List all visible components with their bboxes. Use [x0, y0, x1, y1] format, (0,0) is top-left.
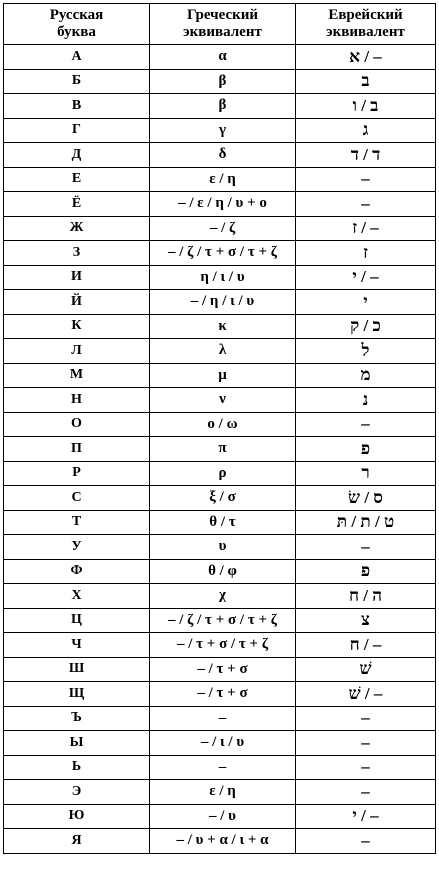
greek-equivalent-cell: – / ζ: [150, 216, 296, 241]
greek-equivalent-cell: υ: [150, 535, 296, 560]
hebrew-equivalent-cell: – / שׁ: [296, 682, 436, 707]
hebrew-equivalent-cell: ס / שׂ: [296, 486, 436, 511]
hebrew-equivalent-cell: מ: [296, 363, 436, 388]
greek-equivalent-cell: –: [150, 755, 296, 780]
table-row: [4, 69, 436, 94]
greek-equivalent-cell: – / ζ / τ + σ / τ + ζ: [150, 241, 296, 266]
hebrew-equivalent-cell: – / ז: [296, 216, 436, 241]
table-row: [4, 461, 436, 486]
hebrew-equivalent-cell: ב: [296, 69, 436, 94]
hebrew-equivalent-cell: –: [296, 755, 436, 780]
table-row: [4, 339, 436, 364]
russian-letter-cell: И: [4, 265, 150, 290]
greek-equivalent-cell: γ: [150, 118, 296, 143]
hebrew-equivalent-cell: ר: [296, 461, 436, 486]
table-row: [4, 167, 436, 192]
table-row: [4, 584, 436, 609]
header-russian-letter: [4, 4, 150, 45]
russian-letter-cell: М: [4, 363, 150, 388]
greek-equivalent-cell: ν: [150, 388, 296, 413]
russian-letter-cell: Ц: [4, 608, 150, 633]
greek-equivalent-cell: ε / η: [150, 167, 296, 192]
russian-letter-cell: Т: [4, 510, 150, 535]
table-row: [4, 192, 436, 217]
hebrew-equivalent-cell: – / א: [296, 45, 436, 70]
greek-equivalent-cell: ξ / σ: [150, 486, 296, 511]
russian-letter-cell: Й: [4, 290, 150, 315]
russian-letter-cell: Г: [4, 118, 150, 143]
russian-letter-cell: В: [4, 94, 150, 119]
hebrew-equivalent-cell: –: [296, 780, 436, 805]
greek-equivalent-cell: β: [150, 69, 296, 94]
hebrew-equivalent-cell: – / ח: [296, 633, 436, 658]
table-row: [4, 510, 436, 535]
russian-letter-cell: Ы: [4, 731, 150, 756]
russian-letter-cell: Ё: [4, 192, 150, 217]
table-row: [4, 682, 436, 707]
russian-letter-cell: Щ: [4, 682, 150, 707]
table-row: [4, 780, 436, 805]
header-russian-line-2: буква: [57, 24, 96, 40]
russian-letter-cell: Ь: [4, 755, 150, 780]
greek-equivalent-cell: δ: [150, 143, 296, 168]
header-greek-equivalent: [150, 4, 296, 45]
table-row: [4, 94, 436, 119]
russian-letter-cell: Ъ: [4, 706, 150, 731]
hebrew-equivalent-cell: –: [296, 829, 436, 854]
header-hebrew-line-1: Еврейский: [328, 7, 403, 23]
greek-equivalent-cell: μ: [150, 363, 296, 388]
table-row: [4, 559, 436, 584]
hebrew-equivalent-cell: –: [296, 192, 436, 217]
greek-equivalent-cell: λ: [150, 339, 296, 364]
greek-equivalent-cell: π: [150, 437, 296, 462]
table-row: [4, 143, 436, 168]
table-row: [4, 657, 436, 682]
greek-equivalent-cell: – / ι / υ: [150, 731, 296, 756]
table-row: [4, 118, 436, 143]
hebrew-equivalent-cell: –: [296, 412, 436, 437]
table-row: [4, 314, 436, 339]
hebrew-equivalent-cell: פ: [296, 559, 436, 584]
letter-equivalents-table: [3, 3, 436, 854]
table-row: [4, 265, 436, 290]
header-hebrew-equivalent: [296, 4, 436, 45]
table-body: [4, 45, 436, 854]
russian-letter-cell: А: [4, 45, 150, 70]
header-greek-line-1: Греческий: [186, 7, 259, 23]
hebrew-equivalent-cell: – / י: [296, 265, 436, 290]
greek-equivalent-cell: ρ: [150, 461, 296, 486]
hebrew-equivalent-cell: ב / ו: [296, 94, 436, 119]
hebrew-equivalent-cell: צ: [296, 608, 436, 633]
hebrew-equivalent-cell: –: [296, 706, 436, 731]
hebrew-equivalent-cell: –: [296, 535, 436, 560]
table-row: [4, 412, 436, 437]
russian-letter-cell: Ф: [4, 559, 150, 584]
table-header: [4, 4, 436, 45]
russian-letter-cell: Ю: [4, 804, 150, 829]
russian-letter-cell: Ж: [4, 216, 150, 241]
table-row: [4, 804, 436, 829]
greek-equivalent-cell: – / τ + σ: [150, 657, 296, 682]
russian-letter-cell: Ч: [4, 633, 150, 658]
table-row: [4, 388, 436, 413]
table-row: [4, 45, 436, 70]
hebrew-equivalent-cell: כ / ק: [296, 314, 436, 339]
greek-equivalent-cell: α: [150, 45, 296, 70]
russian-letter-cell: З: [4, 241, 150, 266]
russian-letter-cell: Э: [4, 780, 150, 805]
hebrew-equivalent-cell: – / י: [296, 804, 436, 829]
russian-letter-cell: Х: [4, 584, 150, 609]
russian-letter-cell: Р: [4, 461, 150, 486]
russian-letter-cell: Д: [4, 143, 150, 168]
russian-letter-cell: С: [4, 486, 150, 511]
table-row: [4, 216, 436, 241]
hebrew-equivalent-cell: ט / ת / תּ: [296, 510, 436, 535]
russian-letter-cell: Ш: [4, 657, 150, 682]
header-row: [4, 4, 436, 45]
table-row: [4, 535, 436, 560]
table-row: [4, 731, 436, 756]
greek-equivalent-cell: χ: [150, 584, 296, 609]
russian-letter-cell: О: [4, 412, 150, 437]
hebrew-equivalent-cell: ז: [296, 241, 436, 266]
greek-equivalent-cell: θ / φ: [150, 559, 296, 584]
hebrew-equivalent-cell: שׁ: [296, 657, 436, 682]
greek-equivalent-cell: – / τ + σ: [150, 682, 296, 707]
russian-letter-cell: К: [4, 314, 150, 339]
table-row: [4, 755, 436, 780]
table-row: [4, 437, 436, 462]
hebrew-equivalent-cell: –: [296, 167, 436, 192]
russian-letter-cell: Б: [4, 69, 150, 94]
table-row: [4, 486, 436, 511]
header-hebrew-line-2: эквивалент: [326, 24, 405, 40]
hebrew-equivalent-cell: ד / ד: [296, 143, 436, 168]
russian-letter-cell: Л: [4, 339, 150, 364]
hebrew-equivalent-cell: י: [296, 290, 436, 315]
russian-letter-cell: Я: [4, 829, 150, 854]
hebrew-equivalent-cell: ה / ח: [296, 584, 436, 609]
table-row: [4, 363, 436, 388]
greek-equivalent-cell: – / υ + α / ι + α: [150, 829, 296, 854]
greek-equivalent-cell: β: [150, 94, 296, 119]
hebrew-equivalent-cell: ל: [296, 339, 436, 364]
russian-letter-cell: Н: [4, 388, 150, 413]
table-row: [4, 608, 436, 633]
greek-equivalent-cell: η / ι / υ: [150, 265, 296, 290]
hebrew-equivalent-cell: פ: [296, 437, 436, 462]
hebrew-equivalent-cell: נ: [296, 388, 436, 413]
russian-letter-cell: П: [4, 437, 150, 462]
greek-equivalent-cell: – / ζ / τ + σ / τ + ζ: [150, 608, 296, 633]
header-greek-line-2: эквивалент: [183, 24, 262, 40]
greek-equivalent-cell: – / υ: [150, 804, 296, 829]
greek-equivalent-cell: ε / η: [150, 780, 296, 805]
table-row: [4, 633, 436, 658]
table-row: [4, 829, 436, 854]
greek-equivalent-cell: – / ε / η / υ + ο: [150, 192, 296, 217]
greek-equivalent-cell: ο / ω: [150, 412, 296, 437]
greek-equivalent-cell: –: [150, 706, 296, 731]
greek-equivalent-cell: – / τ + σ / τ + ζ: [150, 633, 296, 658]
hebrew-equivalent-cell: ג: [296, 118, 436, 143]
table-row: [4, 241, 436, 266]
russian-letter-cell: Е: [4, 167, 150, 192]
greek-equivalent-cell: – / η / ι / υ: [150, 290, 296, 315]
russian-letter-cell: У: [4, 535, 150, 560]
greek-equivalent-cell: κ: [150, 314, 296, 339]
table-row: [4, 706, 436, 731]
table-row: [4, 290, 436, 315]
hebrew-equivalent-cell: –: [296, 731, 436, 756]
greek-equivalent-cell: θ / τ: [150, 510, 296, 535]
header-russian-line-1: Русская: [49, 7, 104, 23]
